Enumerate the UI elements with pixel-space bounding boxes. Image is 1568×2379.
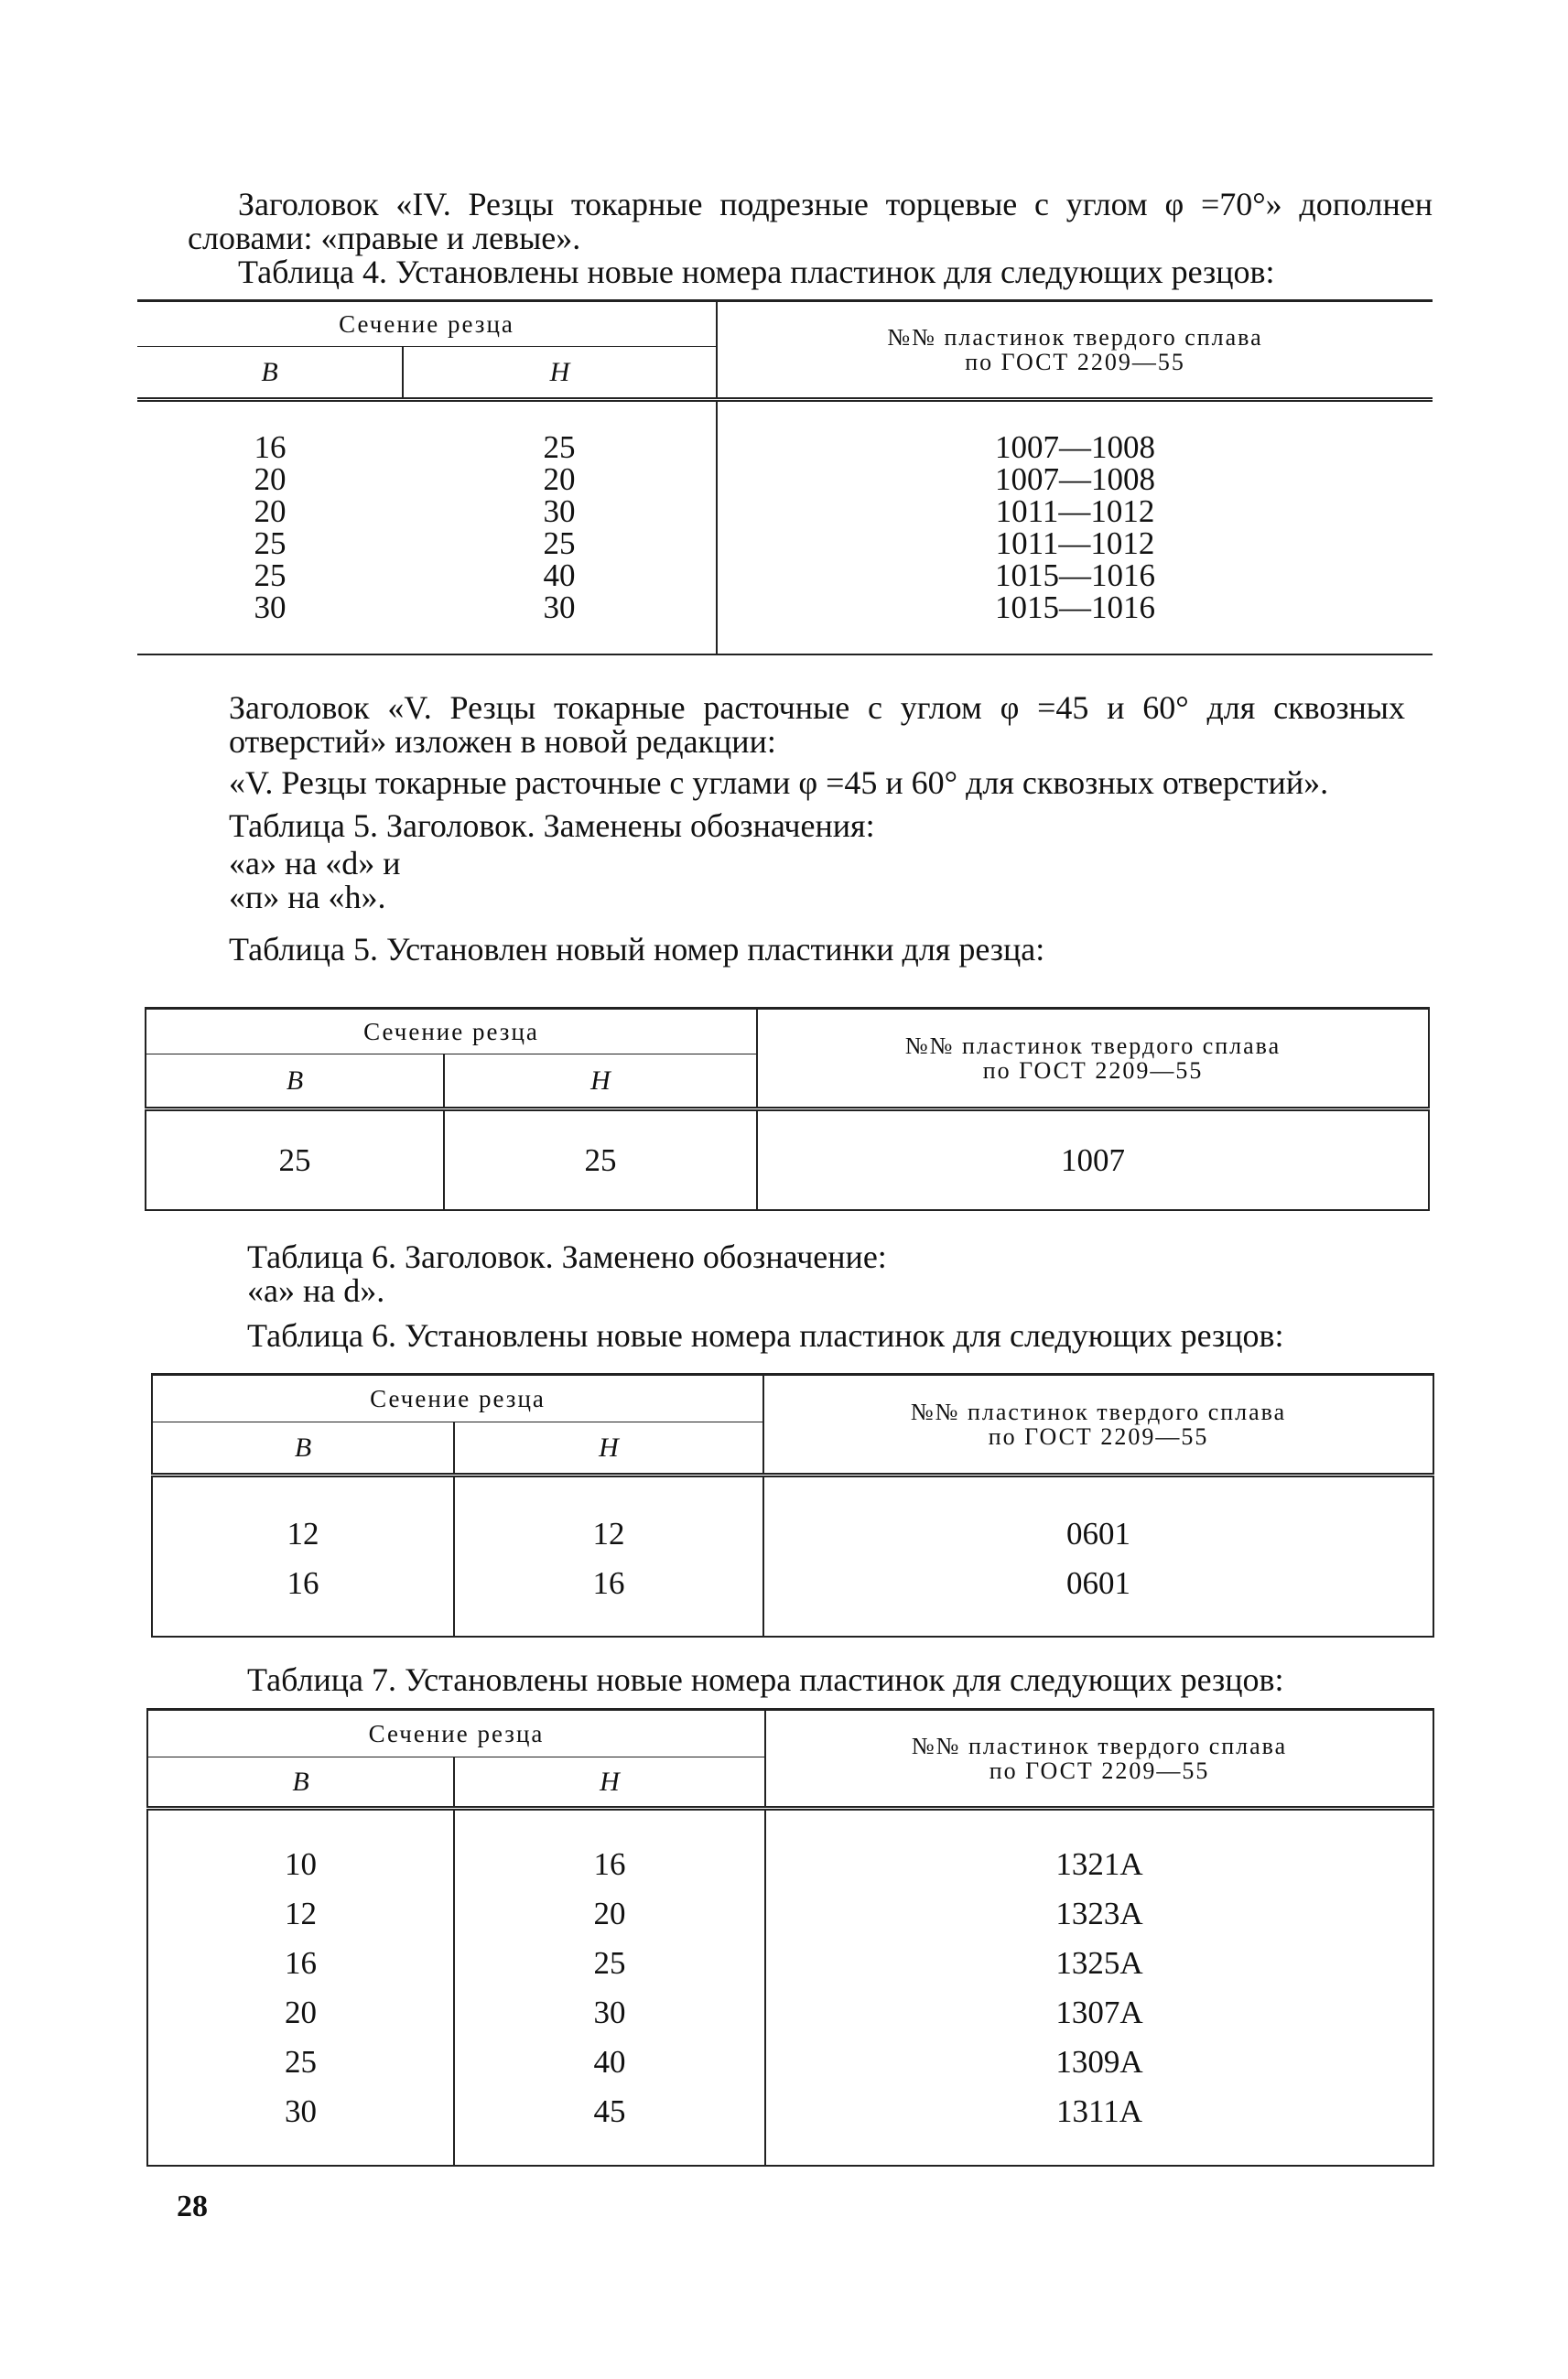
header-plates-line2: по ГОСТ 2209—55 [989, 1757, 1210, 1784]
cell-b: 25 [146, 1109, 444, 1210]
header-plates-line1: №№ пластинок твердого сплава [911, 1733, 1288, 1759]
header-plates [717, 301, 1433, 400]
column-plates-values: 0601 0601 [763, 1476, 1433, 1637]
header-section: Сечение резца [146, 1009, 757, 1054]
header-section: Сечение резца [147, 1710, 765, 1757]
table-5 [145, 1007, 1430, 1211]
column-h-values: 16 20 25 30 40 45 [454, 1809, 765, 2166]
column-h-values: 12 16 [454, 1476, 763, 1637]
text-block-1 [188, 188, 1433, 289]
header-plates-line1: №№ пластинок твердого сплава [887, 324, 1263, 351]
paragraph-replace-n: «п» на «h». [229, 879, 386, 915]
header-h: H [444, 1054, 757, 1109]
paragraph-heading-iv: Заголовок «IV. Резцы токарные подрезные торцевые с углом φ =70°» дополнен словами: «правые и левые». [188, 186, 1433, 256]
paragraph-table5-intro: Таблица 5. Установлен новый номер пластинки для резца: [229, 931, 1045, 968]
column-h-values: 25 20 30 25 40 30 [543, 429, 576, 625]
column-b-values: 12 16 [152, 1476, 454, 1637]
header-b: B [146, 1054, 444, 1109]
table-7 [146, 1708, 1434, 2167]
page-number: 28 [177, 2190, 208, 2223]
paragraph-replace-a: «а» на «d» и [229, 845, 401, 881]
text-block-4 [247, 1663, 1433, 1697]
paragraph-table6-heading: Таблица 6. Заголовок. Заменено обозначение: [247, 1238, 887, 1275]
text-block-3 [247, 1240, 1428, 1353]
header-h: H [454, 1757, 765, 1809]
table-row [137, 400, 1433, 654]
header-b: B [137, 347, 403, 400]
paragraph-heading-v-new: «V. Резцы токарные расточные с углами φ =45 и 60° для сквозных отверстий». [229, 764, 1329, 801]
header-plates-line2: по ГОСТ 2209—55 [988, 1423, 1209, 1450]
header-h: H [403, 347, 717, 400]
header-plates-line1: №№ пластинок твердого сплава [904, 1033, 1281, 1059]
paragraph-table5-heading: Таблица 5. Заголовок. Заменены обозначения: [229, 807, 875, 844]
header-section: Сечение резца [152, 1375, 763, 1422]
paragraph-replace-a-d: «а» на d». [247, 1272, 385, 1309]
header-b: B [152, 1422, 454, 1476]
paragraph-table7-intro: Таблица 7. Установлены новые номера пластинок для следующих резцов: [247, 1661, 1284, 1698]
table-row [152, 1476, 1433, 1637]
table-row [147, 1809, 1433, 2166]
header-b: B [147, 1757, 454, 1809]
cell-h: 25 [444, 1109, 757, 1210]
paragraph-table4-intro: Таблица 4. Установлены новые номера пластинок для следующих резцов: [238, 254, 1275, 290]
column-plates-values: 1321A 1323A 1325A 1307A 1309A 1311A [765, 1809, 1433, 2166]
paragraph-table6-intro: Таблица 6. Установлены новые номера пластинок для следующих резцов: [247, 1317, 1284, 1354]
paragraph-heading-v: Заголовок «V. Резцы токарные расточные с углом φ =45 и 60° для сквозных отверстий» изложен в новой редакции: [229, 689, 1405, 760]
table-4 [137, 299, 1433, 655]
header-plates-line2: по ГОСТ 2209—55 [965, 349, 1185, 375]
header-plates-line1: №№ пластинок твердого сплава [910, 1399, 1287, 1425]
header-plates [763, 1375, 1433, 1476]
text-block-2 [229, 691, 1405, 967]
table-row [146, 1109, 1429, 1210]
header-plates [765, 1710, 1433, 1809]
cell-plates: 1007 [757, 1109, 1429, 1210]
column-plates-values: 1007—1008 1007—1008 1011—1012 1011—1012 1015—1016 1015—1016 [717, 400, 1433, 654]
header-section: Сечение резца [137, 301, 717, 347]
header-plates-line2: по ГОСТ 2209—55 [982, 1057, 1204, 1084]
header-h: H [454, 1422, 763, 1476]
column-b-values: 16 20 20 25 25 30 [254, 429, 287, 625]
table-6 [151, 1373, 1434, 1638]
column-b-values: 10 12 16 20 25 30 [147, 1809, 454, 2166]
header-plates [757, 1009, 1429, 1109]
